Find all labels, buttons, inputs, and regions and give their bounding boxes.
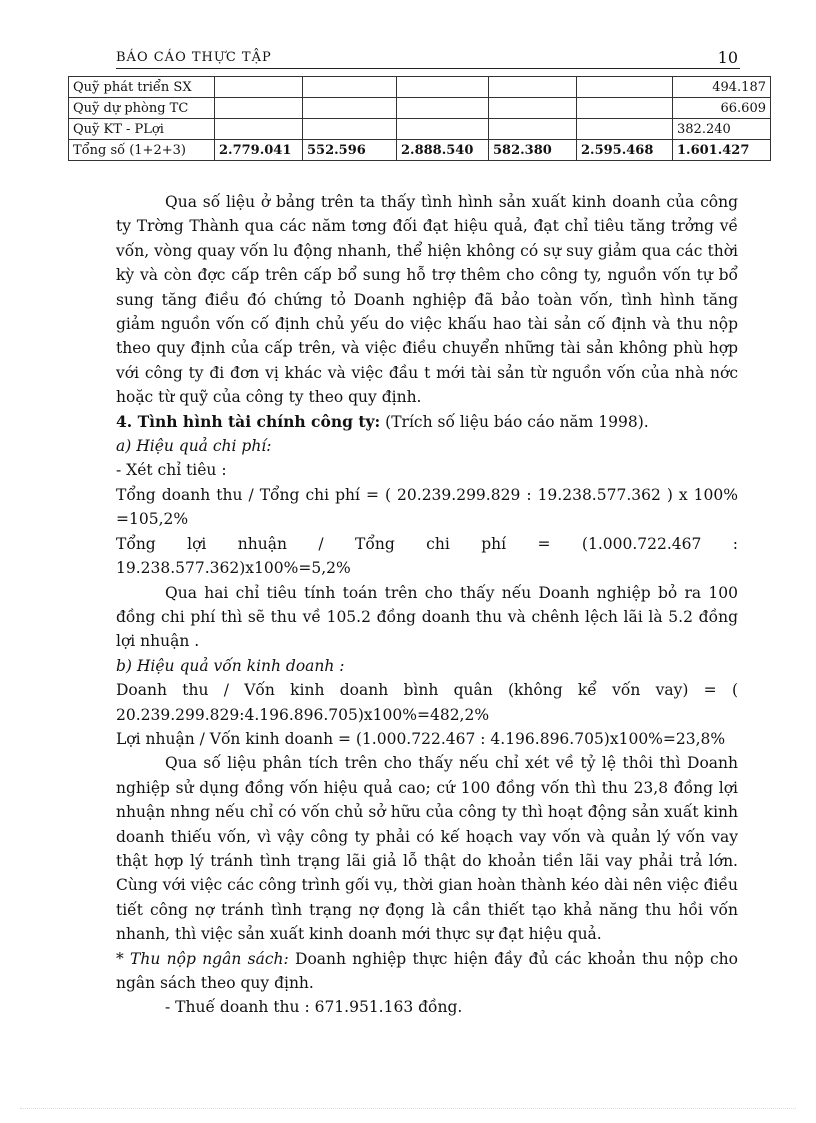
paragraph bbox=[116, 947, 738, 996]
table-cell bbox=[303, 98, 397, 119]
report-title: BÁO CÁO THỰC TẬP bbox=[116, 50, 272, 65]
row-label: Quỹ KT - PLợi bbox=[69, 119, 215, 140]
table-total-row bbox=[69, 140, 771, 161]
table-cell bbox=[215, 77, 303, 98]
table-cell: 552.596 bbox=[303, 140, 397, 161]
section-title: 4. Tình hình tài chính công ty: bbox=[116, 411, 381, 431]
section-note: (Trích số liệu báo cáo năm 1998). bbox=[380, 412, 649, 431]
table-cell: 66.609 bbox=[673, 98, 771, 119]
table-cell: 1.601.427 bbox=[673, 140, 771, 161]
page-number: 10 bbox=[717, 48, 738, 67]
list-item: - Thuế doanh thu : 671.951.163 đồng. bbox=[165, 998, 463, 1017]
table-cell bbox=[397, 98, 489, 119]
list-item: - Xét chỉ tiêu : bbox=[116, 461, 227, 480]
table-row bbox=[69, 77, 771, 98]
table-cell bbox=[577, 119, 673, 140]
table-cell bbox=[489, 119, 577, 140]
page-header bbox=[116, 48, 740, 69]
formula: Tổng lợi nhuận / Tổng chi phí = (1.000.722.467 : 19.238.577.362)x100%=5,2% bbox=[116, 534, 738, 578]
table-cell bbox=[489, 98, 577, 119]
table-cell bbox=[577, 98, 673, 119]
table-cell: 494.187 bbox=[673, 77, 771, 98]
table-cell: 382.240 bbox=[673, 119, 771, 140]
table-cell: 582.380 bbox=[489, 140, 577, 161]
table-cell: 2.595.468 bbox=[577, 140, 673, 161]
table-cell bbox=[577, 77, 673, 98]
paragraph: Qua hai chỉ tiêu tính toán trên cho thấy nếu Doanh nghiệp bỏ ra 100 đồng chi phí thì sẽ thu về 105.2 đồng doanh thu và chênh lệch lãi là 5.2 đồng lợi nhuận . bbox=[116, 583, 738, 651]
subheading: b) Hiệu quả vốn kinh doanh : bbox=[116, 656, 345, 675]
formula: Lợi nhuận / Vốn kinh doanh = (1.000.722.467 : 4.196.896.705)x100%=23,8% bbox=[116, 729, 726, 748]
table-cell bbox=[397, 77, 489, 98]
formula: Tổng doanh thu / Tổng chi phí = ( 20.239.299.829 : 19.238.577.362 ) x 100% =105,2% bbox=[116, 485, 738, 529]
row-label: Quỹ dự phòng TC bbox=[69, 98, 215, 119]
financial-table bbox=[68, 76, 771, 161]
table-cell bbox=[397, 119, 489, 140]
footer-divider bbox=[20, 1108, 796, 1109]
paragraph: Qua số liệu ở bảng trên ta thấy tình hình sản xuất kinh doanh của công ty Trờng Thành qua các năm tơng đối đạt hiệu quả, đạt chỉ tiêu tăng trởng về vốn, vòng quay vốn lu động nhanh, thể hiện không có sự suy giảm qua các thời kỳ và còn đợc cấp trên cấp bổ sung hỗ trợ thêm cho công ty, nguồn vốn tự bổ sung tăng điều đó chứng tỏ Doanh nghiệp đã bảo toàn vốn, tình hình tăng giảm nguồn vốn cố định chủ yếu do việc khấu hao tài sản cố định và thu nộp theo quy định của cấp trên, và việc điều chuyển những tài sản không phù hợp với công ty đi đơn vị khác và việc đầu t mới tài sản từ nguồn vốn của nhà nớc hoặc từ quỹ của công ty theo quy định. bbox=[116, 193, 738, 407]
budget-text: Doanh nghiệp thực hiện đầy đủ các khoản thu nộp cho ngân sách theo quy định. bbox=[116, 949, 738, 992]
table-cell bbox=[303, 77, 397, 98]
table-row bbox=[69, 119, 771, 140]
table-row bbox=[69, 98, 771, 119]
table-cell bbox=[489, 77, 577, 98]
table-cell: 2.779.041 bbox=[215, 140, 303, 161]
subheading: a) Hiệu quả chi phí: bbox=[116, 437, 272, 456]
table-cell: 2.888.540 bbox=[397, 140, 489, 161]
table-cell bbox=[215, 119, 303, 140]
paragraph: Qua số liệu phân tích trên cho thấy nếu chỉ xét về tỷ lệ thôi thì Doanh nghiệp sử dụng đồng vốn hiệu quả cao; cứ 100 đồng vốn thì thu 23,8 đồng lợi nhuận nhng nếu chỉ có vốn chủ sở hữu của công ty thì hoạt động sản xuất kinh doanh thiếu vốn, vì vậy công ty phải có kế hoạch vay vốn và quản lý vốn vay thật hợp lý tránh tình trạng lãi giả lỗ thật do khoản tiền lãi vay phải trả lớn. Cùng với việc các công trình gối vụ, thời gian hoàn thành kéo dài nên việc điều tiết công nợ tránh tình trạng nợ đọng là cần thiết tạo khả năng thu hồi vốn nhanh, thì việc sản xuất kinh doanh mới thực sự đạt hiệu quả. bbox=[116, 754, 738, 944]
budget-label: * Thu nộp ngân sách: bbox=[116, 949, 289, 968]
table-cell bbox=[303, 119, 397, 140]
total-label: Tổng số (1+2+3) bbox=[69, 140, 215, 161]
formula: Doanh thu / Vốn kinh doanh bình quân (không kể vốn vay) = ( 20.239.299.829:4.196.896.705)x100%=482,2% bbox=[116, 681, 738, 724]
document-body bbox=[116, 190, 738, 1020]
section-heading bbox=[116, 410, 738, 434]
row-label: Quỹ phát triển SX bbox=[69, 77, 215, 98]
table-cell bbox=[215, 98, 303, 119]
